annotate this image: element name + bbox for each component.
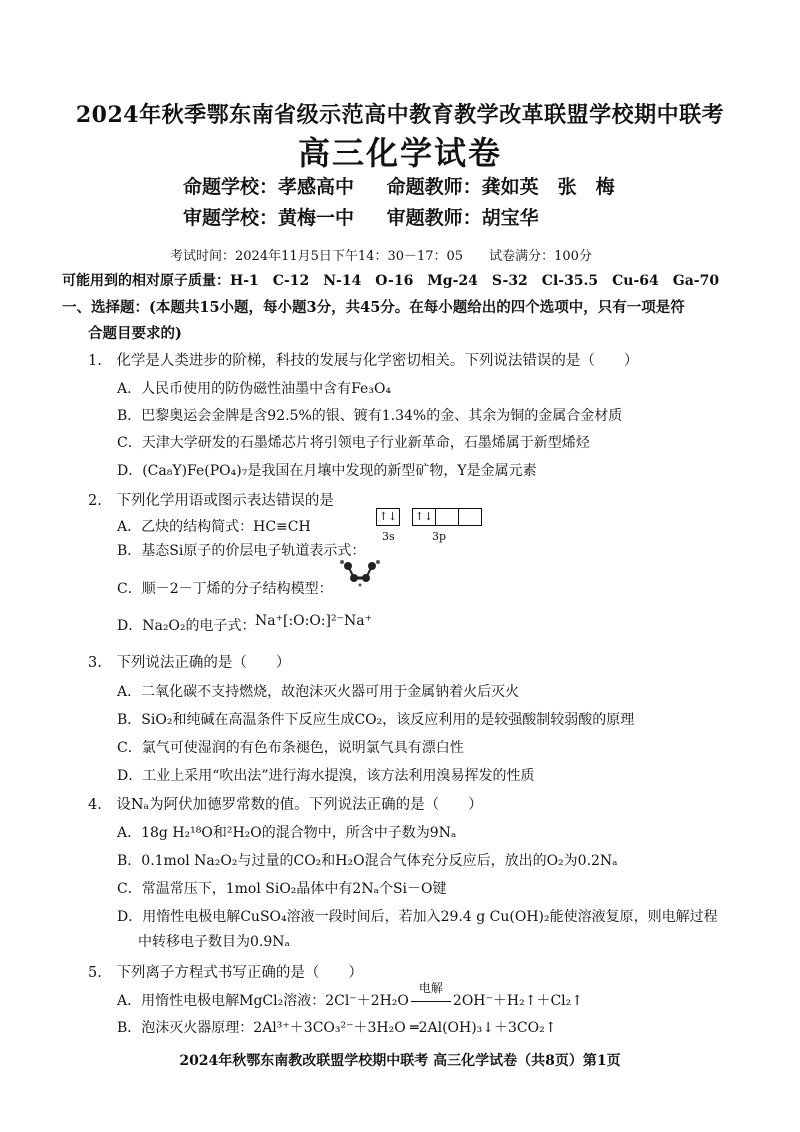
- question-1-option-c: C．天津大学研发的石墨烯芯片将引领电子行业新革命，石墨烯属于新型烯烃: [117, 435, 590, 451]
- question-3-option-a: A．二氧化碳不支持燃烧，故泡沫灭火器可用于金属钠着火后灭火: [117, 684, 520, 700]
- staff-line-1: [183, 172, 615, 199]
- question-4-option-c: C．常温常压下，1mol SiO₂晶体中有2Nₐ个Si－O键: [117, 881, 447, 897]
- orbital-label-3s: 3s: [382, 530, 395, 543]
- q5a-arrow: [409, 981, 453, 1009]
- question-4-option-d-cont: 中转移电子数目为0.9Nₐ: [138, 934, 290, 950]
- question-2-option-a: A．乙炔的结构简式：HC≡CH: [117, 519, 311, 535]
- question-5-stem: 5. 下列离子方程式书写正确的是（ ）: [88, 965, 363, 981]
- orbital-label-3p: 3p: [432, 530, 447, 543]
- na2o2-electron-formula: Na⁺[:O:O:]²⁻Na⁺: [255, 613, 373, 629]
- question-4-option-d: D．用惰性电极电解CuSO₄溶液一段时间后，若加入29.4 g Cu(OH)₂能使溶液复原，则电解过程: [117, 909, 718, 925]
- q5a-reactants: A．用惰性电极电解MgCl₂溶液：2Cl⁻＋2H₂O: [117, 993, 409, 1009]
- reviewer-school: 审题学校：黄梅一中: [183, 207, 355, 229]
- orbital-box-3p-2: [435, 508, 459, 526]
- q5a-condition: 电解: [418, 981, 443, 995]
- question-5-option-a: [117, 981, 583, 1010]
- atomic-masses: 可能用到的相对原子质量：H-1 C-12 N-14 O-16 Mg-24 S-32 Cl-35.5 Cu-64 Ga-70: [62, 273, 720, 289]
- orbital-box-3p-3: [458, 508, 482, 526]
- question-3-option-d: D．工业上采用“吹出法”进行海水提溴，该方法利用溴易挥发的性质: [117, 768, 535, 784]
- question-2-stem: 2. 下列化学用语或图示表达错误的是: [88, 493, 334, 509]
- orbital-box-3p-1: ↑↓: [412, 508, 436, 526]
- question-3-option-c: C．氯气可使湿润的有色布条褪色，说明氯气具有漂白性: [117, 740, 464, 756]
- exam-title: 2024年秋季鄂东南省级示范高中教育教学改革联盟学校期中联考: [75, 102, 725, 128]
- staff-line-2: [183, 203, 539, 230]
- question-4-option-b: B．0.1mol Na₂O₂与过量的CO₂和H₂O混合气体充分反应后，放出的O₂为0.2Nₐ: [117, 853, 618, 869]
- page-footer: 2024年秋鄂东南教改联盟学校期中联考 高三化学试卷（共8页）第1页: [179, 1053, 621, 1069]
- question-2-option-d: D．Na₂O₂的电子式：: [117, 618, 256, 634]
- cis-2-butene-model: [340, 558, 380, 588]
- question-3-stem: 3. 下列说法正确的是（ ）: [88, 655, 291, 671]
- question-5-option-b: B．泡沫灭火器原理：2Al³⁺＋3CO₃²⁻＋3H₂O ═2Al(OH)₃↓＋3CO₂↑: [117, 1020, 557, 1036]
- q5a-arrow-line: [411, 1001, 451, 1002]
- setter-school: 命题学校：孝感高中: [183, 176, 355, 198]
- orbital-box-3s: ↑↓: [376, 508, 400, 526]
- setter-teachers: 命题教师：龚如英 张 梅: [386, 176, 615, 198]
- q5a-products: 2OH⁻＋H₂↑＋Cl₂↑: [452, 993, 583, 1009]
- question-2-option-b: B．基态Si原子的价层电子轨道表示式：: [117, 543, 366, 559]
- question-4-stem: 4. 设Nₐ为阿伏加德罗常数的值。下列说法正确的是（ ）: [88, 797, 483, 813]
- reviewer-teacher: 审题教师：胡宝华: [386, 207, 539, 229]
- question-3-option-b: B．SiO₂和纯碱在高温条件下反应生成CO₂，该反应利用的是较强酸制较弱酸的原理: [117, 712, 635, 728]
- question-1-option-a: A．人民币使用的防伪磁性油墨中含有Fe₃O₄: [117, 381, 392, 397]
- subject-title: 高三化学试卷: [297, 134, 502, 172]
- question-1-option-d: D．(Ca₈Y)Fe(PO₄)₇是我国在月壤中发现的新型矿物，Y是金属元素: [117, 463, 537, 479]
- question-1-stem: 1. 化学是人类进步的阶梯，科技的发展与化学密切相关。下列说法错误的是（ ）: [88, 353, 639, 369]
- question-1-option-b: B．巴黎奥运会金牌是含92.5%的银、镀有1.34%的金、其余为铜的金属合金材质: [117, 408, 623, 424]
- question-4-option-a: A．18g H₂¹⁸O和²H₂O的混合物中，所含中子数为9Nₐ: [117, 825, 457, 841]
- section-heading-cont: 合题目要求的): [88, 325, 182, 342]
- exam-info: 考试时间：2024年11月5日下午14：30－17：05 试卷满分：100分: [170, 249, 592, 264]
- question-2-option-c: C．顺－2－丁烯的分子结构模型：: [117, 581, 333, 597]
- section-heading: 一、选择题：(本题共15小题，每小题3分，共45分。在每小题给出的四个选项中，只有一项是符: [62, 299, 685, 316]
